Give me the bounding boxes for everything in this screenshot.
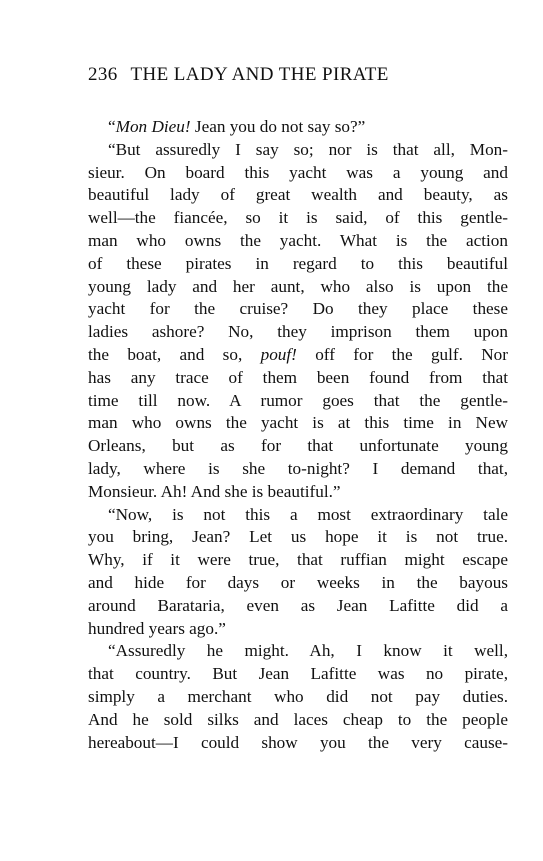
line-text: off for the gulf. Nor (296, 344, 508, 364)
text-line: ladies ashore? No, they imprison them upon (88, 322, 508, 342)
opening-quote: “ (108, 117, 116, 136)
text-line: hereabout—I could show you the very cause- (88, 732, 508, 752)
line-text: Jean you do not say so?” (190, 117, 366, 136)
text-line: of these pirates in regard to this beautiful (88, 253, 508, 273)
text-line: you bring, Jean? Let us hope it is not true. (88, 527, 508, 547)
text-line: “But assuredly I say so; nor is that all, Mon- (108, 139, 508, 159)
text-line (88, 344, 508, 367)
page-number: 236 (88, 64, 118, 85)
text-line: and hide for days or weeks in the bayous (88, 572, 508, 592)
text-line: And he sold silks and laces cheap to the people (88, 709, 508, 729)
text-line: yacht for the cruise? Do they place these (88, 299, 508, 319)
text-line: that country. But Jean Lafitte was no pirate, (88, 664, 508, 684)
text-line: young lady and her aunt, who also is upon the (88, 276, 508, 296)
text-line: sieur. On board this yacht was a young and (88, 162, 508, 182)
text-line: well—the fiancée, so it is said, of this gentle- (88, 208, 508, 228)
text-line (88, 116, 508, 139)
text-line: Monsieur. Ah! And she is beautiful.” (88, 481, 341, 501)
italic-phrase: pouf! (260, 344, 297, 364)
text-line: lady, where is she to-night? I demand that, (88, 458, 508, 478)
text-line: simply a merchant who did not pay duties. (88, 686, 508, 706)
line-text: the boat, and so, (88, 344, 261, 364)
text-line: “Now, is not this a most extraordinary tale (108, 504, 508, 524)
running-header (88, 64, 460, 86)
text-line: Orleans, but as for that unfortunate young (88, 436, 508, 456)
running-title: THE LADY AND THE PIRATE (130, 64, 389, 85)
text-line: man who owns the yacht is at this time in New (88, 413, 508, 433)
text-line: “Assuredly he might. Ah, I know it well, (108, 641, 508, 661)
text-line: man who owns the yacht. What is the action (88, 230, 508, 250)
body-text (88, 116, 508, 754)
text-line: has any trace of them been found from that (88, 367, 508, 387)
text-line: time till now. A rumor goes that the gentle- (88, 390, 508, 410)
text-line: hundred years ago.” (88, 618, 226, 638)
text-line: around Barataria, even as Jean Lafitte did a (88, 595, 508, 615)
italic-phrase: Mon Dieu! (115, 117, 191, 136)
text-line: Why, if it were true, that ruffian might escape (88, 550, 508, 570)
text-line: beautiful lady of great wealth and beauty, as (88, 185, 508, 205)
